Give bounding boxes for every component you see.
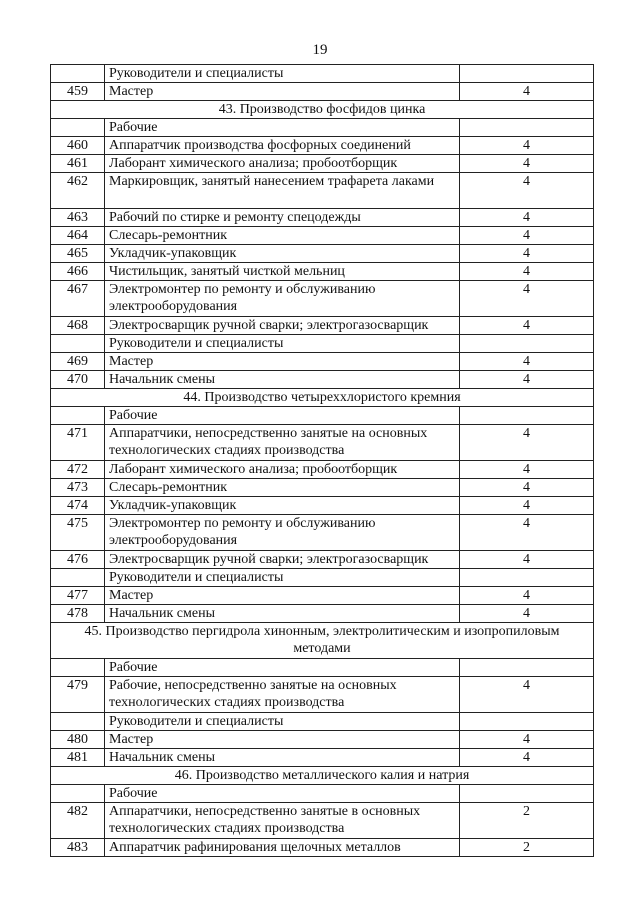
profession-name: Укладчик-упаковщик — [105, 245, 460, 263]
table-row — [51, 173, 594, 209]
row-number — [51, 119, 105, 137]
value-cell: 4 — [460, 551, 594, 569]
group-row — [51, 407, 594, 425]
value-cell: 4 — [460, 173, 594, 209]
table-row — [51, 425, 594, 461]
profession-name: Чистильщик, занятый чисткой мельниц — [105, 263, 460, 281]
value-cell: 4 — [460, 515, 594, 551]
row-number: 476 — [51, 551, 105, 569]
group-row — [51, 569, 594, 587]
value-cell: 4 — [460, 461, 594, 479]
profession-name: Начальник смены — [105, 371, 460, 389]
table-row — [51, 497, 594, 515]
group-row — [51, 119, 594, 137]
professions-table — [50, 64, 594, 857]
profession-name: Электросварщик ручной сварки; электрогазосварщик — [105, 551, 460, 569]
group-label: Руководители и специалисты — [105, 65, 460, 83]
value-cell: 4 — [460, 353, 594, 371]
row-number: 470 — [51, 371, 105, 389]
table-row — [51, 677, 594, 713]
row-number — [51, 713, 105, 731]
profession-name: Слесарь-ремонтник — [105, 479, 460, 497]
row-number — [51, 65, 105, 83]
value-cell: 4 — [460, 425, 594, 461]
section-title: 45. Производство пергидрола хинонным, электролитическим и изопропиловым методами — [51, 623, 594, 659]
profession-name: Электромонтер по ремонту и обслуживанию электрооборудования — [105, 515, 460, 551]
value-cell: 4 — [460, 245, 594, 263]
table-row — [51, 263, 594, 281]
value-cell — [460, 569, 594, 587]
value-cell: 4 — [460, 209, 594, 227]
row-number: 480 — [51, 731, 105, 749]
profession-name: Мастер — [105, 83, 460, 101]
section-row — [51, 389, 594, 407]
profession-name: Аппаратчики, непосредственно занятые в основных технологических стадиях производства — [105, 803, 460, 839]
value-cell — [460, 713, 594, 731]
profession-name: Начальник смены — [105, 605, 460, 623]
page-number: 19 — [312, 42, 328, 58]
group-label: Рабочие — [105, 659, 460, 677]
row-number — [51, 569, 105, 587]
value-cell: 4 — [460, 731, 594, 749]
row-number: 482 — [51, 803, 105, 839]
value-cell: 2 — [460, 803, 594, 839]
row-number: 471 — [51, 425, 105, 461]
value-cell: 4 — [460, 497, 594, 515]
group-row — [51, 65, 594, 83]
group-label: Рабочие — [105, 119, 460, 137]
section-row — [51, 767, 594, 785]
value-cell: 4 — [460, 281, 594, 317]
row-number: 473 — [51, 479, 105, 497]
row-number: 466 — [51, 263, 105, 281]
row-number: 467 — [51, 281, 105, 317]
section-title: 44. Производство четыреххлористого кремния — [51, 389, 594, 407]
section-title: 43. Производство фосфидов цинка — [51, 101, 594, 119]
row-number: 474 — [51, 497, 105, 515]
row-number: 462 — [51, 173, 105, 209]
profession-name: Лаборант химического анализа; пробоотборщик — [105, 155, 460, 173]
table-row — [51, 353, 594, 371]
row-number — [51, 785, 105, 803]
profession-name: Аппаратчик производства фосфорных соединений — [105, 137, 460, 155]
row-number — [51, 335, 105, 353]
value-cell: 4 — [460, 677, 594, 713]
table-body — [51, 65, 594, 857]
row-number: 460 — [51, 137, 105, 155]
value-cell: 4 — [460, 227, 594, 245]
table-row — [51, 839, 594, 857]
group-label: Руководители и специалисты — [105, 713, 460, 731]
value-cell: 4 — [460, 605, 594, 623]
value-cell: 4 — [460, 587, 594, 605]
group-label: Руководители и специалисты — [105, 569, 460, 587]
group-label: Рабочие — [105, 785, 460, 803]
value-cell: 4 — [460, 317, 594, 335]
row-number: 464 — [51, 227, 105, 245]
profession-name: Рабочие, непосредственно занятые на основных технологических стадиях производства — [105, 677, 460, 713]
row-number — [51, 659, 105, 677]
value-cell: 4 — [460, 749, 594, 767]
table-row — [51, 461, 594, 479]
row-number: 465 — [51, 245, 105, 263]
section-row — [51, 101, 594, 119]
row-number: 479 — [51, 677, 105, 713]
profession-name: Аппаратчик рафинирования щелочных металлов — [105, 839, 460, 857]
table-row — [51, 155, 594, 173]
section-row — [51, 623, 594, 659]
table-row — [51, 245, 594, 263]
table-row — [51, 317, 594, 335]
profession-name: Мастер — [105, 587, 460, 605]
profession-name: Электросварщик ручной сварки; электрогазосварщик — [105, 317, 460, 335]
row-number: 472 — [51, 461, 105, 479]
table-row — [51, 551, 594, 569]
group-row — [51, 659, 594, 677]
table-row — [51, 749, 594, 767]
table-row — [51, 587, 594, 605]
profession-name: Аппаратчики, непосредственно занятые на основных технологических стадиях производства — [105, 425, 460, 461]
group-row — [51, 335, 594, 353]
value-cell: 4 — [460, 371, 594, 389]
group-label: Руководители и специалисты — [105, 335, 460, 353]
row-number: 463 — [51, 209, 105, 227]
value-cell — [460, 335, 594, 353]
value-cell — [460, 407, 594, 425]
group-row — [51, 785, 594, 803]
table-row — [51, 605, 594, 623]
row-number: 469 — [51, 353, 105, 371]
profession-name: Электромонтер по ремонту и обслуживанию электрооборудования — [105, 281, 460, 317]
profession-name: Маркировщик, занятый нанесением трафарета лаками — [105, 173, 460, 209]
group-label: Рабочие — [105, 407, 460, 425]
table-row — [51, 137, 594, 155]
profession-name: Лаборант химического анализа; пробоотборщик — [105, 461, 460, 479]
profession-name: Начальник смены — [105, 749, 460, 767]
row-number: 483 — [51, 839, 105, 857]
value-cell: 4 — [460, 479, 594, 497]
table-row — [51, 281, 594, 317]
group-row — [51, 713, 594, 731]
row-number: 461 — [51, 155, 105, 173]
profession-name: Мастер — [105, 731, 460, 749]
profession-name: Мастер — [105, 353, 460, 371]
profession-name: Рабочий по стирке и ремонту спецодежды — [105, 209, 460, 227]
table-row — [51, 83, 594, 101]
profession-name: Слесарь-ремонтник — [105, 227, 460, 245]
value-cell: 4 — [460, 83, 594, 101]
section-title: 46. Производство металлического калия и натрия — [51, 767, 594, 785]
row-number: 481 — [51, 749, 105, 767]
profession-name: Укладчик-упаковщик — [105, 497, 460, 515]
value-cell — [460, 65, 594, 83]
table-row — [51, 515, 594, 551]
table-row — [51, 227, 594, 245]
table-row — [51, 209, 594, 227]
table-row — [51, 731, 594, 749]
value-cell: 4 — [460, 155, 594, 173]
value-cell: 4 — [460, 263, 594, 281]
row-number: 459 — [51, 83, 105, 101]
row-number: 477 — [51, 587, 105, 605]
row-number: 478 — [51, 605, 105, 623]
table-row — [51, 371, 594, 389]
row-number: 475 — [51, 515, 105, 551]
value-cell — [460, 659, 594, 677]
table-row — [51, 479, 594, 497]
value-cell: 4 — [460, 137, 594, 155]
value-cell — [460, 785, 594, 803]
value-cell: 2 — [460, 839, 594, 857]
value-cell — [460, 119, 594, 137]
row-number — [51, 407, 105, 425]
table-row — [51, 803, 594, 839]
row-number: 468 — [51, 317, 105, 335]
